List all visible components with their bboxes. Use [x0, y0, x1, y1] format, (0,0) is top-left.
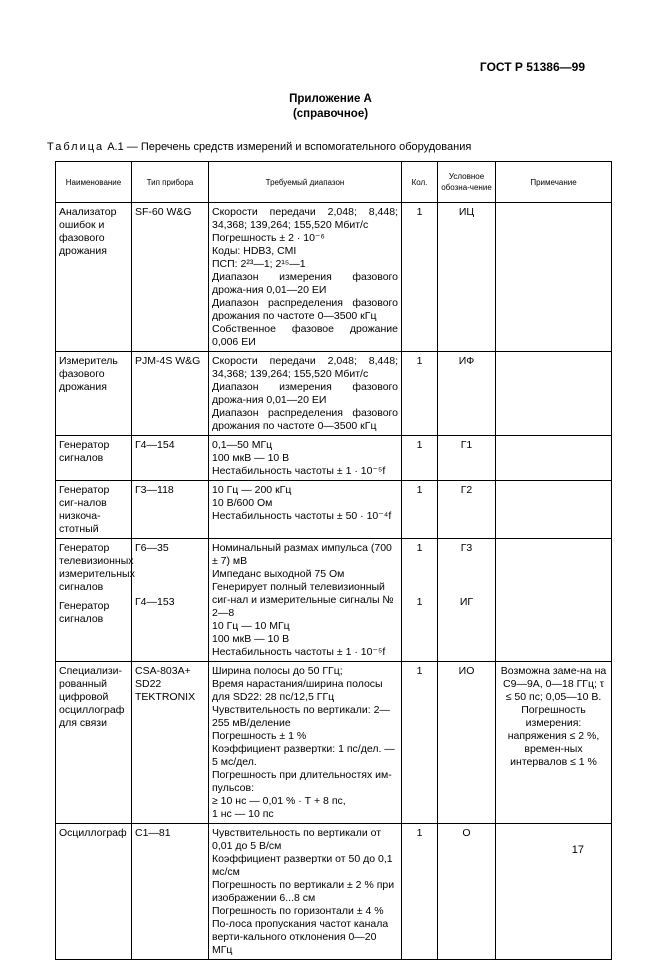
row-type: SF-60 W&G	[132, 203, 209, 352]
row-note	[496, 436, 612, 481]
col-qty: Кол.	[402, 162, 438, 203]
row-qty: 1	[402, 824, 438, 960]
row-type: С1—81	[132, 824, 209, 960]
page-number: 17	[571, 844, 584, 856]
row-qty: 1	[402, 203, 438, 352]
table-caption	[47, 141, 471, 153]
row-note: Возможна заме-на на С9—9А, 0—18 ГГц; τ ≤ 50 пс; 0,05—10 В. Погрешность измерения: напряжения ≤ 2 %, времен-ных интервалов ≤ 1 %	[496, 662, 612, 824]
row-code: Г2	[438, 481, 496, 539]
col-name: Наименование	[56, 162, 132, 203]
row-range: Чувствительность по вертикали от 0,01 до 5 В/см Коэффициент развертки от 50 до 0,1 мс/см Погрешность по вертикали ± 2 % при изображении 6...8 см Погрешность по горизонтали ± 4 % По-лоса пропускания частот канала верти-кального отклонения 0—20 МГц	[209, 824, 402, 960]
equipment-table	[55, 161, 612, 960]
row-qty: 1	[402, 352, 438, 436]
appendix-subtitle: (справочное)	[292, 108, 369, 120]
row-note	[496, 824, 612, 960]
table-caption-label: Таблица	[47, 141, 105, 153]
col-range: Требуемый диапазон	[209, 162, 402, 203]
row-note	[496, 203, 612, 352]
table-row	[56, 481, 612, 539]
standard-number: ГОСТ Р 51386—99	[479, 60, 585, 74]
row-note	[496, 481, 612, 539]
row-name: Осциллограф	[56, 824, 132, 960]
table-header-row	[56, 162, 612, 203]
col-note: Примечание	[496, 162, 612, 203]
row-range: 0,1—50 МГц 100 мкВ — 10 В Нестабильность частоты ± 1 · 10⁻⁵f	[209, 436, 402, 481]
row-qty: 1	[402, 481, 438, 539]
row-type: Г4—154	[132, 436, 209, 481]
row-code: Г1	[438, 436, 496, 481]
row-code: Г3 ИГ	[438, 539, 496, 662]
row-code: ИФ	[438, 352, 496, 436]
col-code: Условное обозна-чение	[438, 162, 496, 203]
table-caption-number: А.1	[107, 141, 124, 153]
row-range: Номинальный размах импульса (700 ± 7) мВ Импеданс выходной 75 Ом Генерирует полный телевизионный сиг-нал и измерительные сигналы № 2—8 10 Гц — 10 МГц 100 мкВ — 10 В Нестабильность частоты ± 1 · 10⁻⁵f	[209, 539, 402, 662]
row-name: Специализи-рованный цифровой осциллограф для связи	[56, 662, 132, 824]
row-qty: 1	[402, 662, 438, 824]
col-type: Тип прибора	[132, 162, 209, 203]
appendix-title: Приложение А	[289, 93, 372, 105]
row-range: Ширина полосы до 50 ГГц; Время нарастания/ширина полосы для SD22: 28 пс/12,5 ГГц Чувствительность по вертикали: 2—255 мВ/деление Погрешность ± 1 % Коэффициент развертки: 1 пс/дел. — 5 мс/дел. Погрешность при длительностях им-пульсов: ≥ 10 нс — 0,01 % · Т + 8 пс, 1 нс — 10 пс	[209, 662, 402, 824]
table-caption-text: — Перечень средств измерений и вспомогательного оборудования	[126, 141, 472, 153]
row-qty: 1 1	[402, 539, 438, 662]
row-range: 10 Гц — 200 кГц 10 В/600 Ом Нестабильность частоты ± 50 · 10⁻⁴f	[209, 481, 402, 539]
row-code: О	[438, 824, 496, 960]
row-name: Генератор сиг-налов низкоча-стотный	[56, 481, 132, 539]
row-note	[496, 352, 612, 436]
row-name: Анализатор ошибок и фазового дрожания	[56, 203, 132, 352]
row-code: ИО	[438, 662, 496, 824]
row-name: Генератор сигналов	[56, 436, 132, 481]
table-row	[56, 436, 612, 481]
row-range: Скорости передачи 2,048; 8,448; 34,368; 139,264; 155,520 Мбит/с Диапазон измерения фазового дрожа-ния 0,01—20 ЕИ Диапазон распределения фазового дрожания по частоте 0—3500 кГц	[209, 352, 402, 436]
appendix-heading	[0, 92, 661, 122]
row-type: PJM-4S W&G	[132, 352, 209, 436]
row-range: Скорости передачи 2,048; 8,448; 34,368; 139,264; 155,520 Мбит/с Погрешность ± 2 · 10⁻⁶ Коды: HDB3, CMI ПСП: 2²³—1; 2¹⁵—1 Диапазон измерения фазового дрожа-ния 0,01—20 ЕИ Диапазон распределения фазового дрожания по частоте 0—3500 кГц Собственное фазовое дрожание 0,006 ЕИ	[209, 203, 402, 352]
row-code: ИЦ	[438, 203, 496, 352]
table-row	[56, 662, 612, 824]
row-type: Г3—118	[132, 481, 209, 539]
row-note	[496, 539, 612, 662]
table-row	[56, 824, 612, 960]
row-name: Измеритель фазового дрожания	[56, 352, 132, 436]
table-row	[56, 352, 612, 436]
row-name: Генератор телевизионных измерительных сигналов Генератор сигналов	[56, 539, 132, 662]
row-type: CSA-803A+ SD22 TEKTRONIX	[132, 662, 209, 824]
table-row	[56, 539, 612, 662]
row-qty: 1	[402, 436, 438, 481]
table-row	[56, 203, 612, 352]
row-type: Г6—35 Г4—153	[132, 539, 209, 662]
